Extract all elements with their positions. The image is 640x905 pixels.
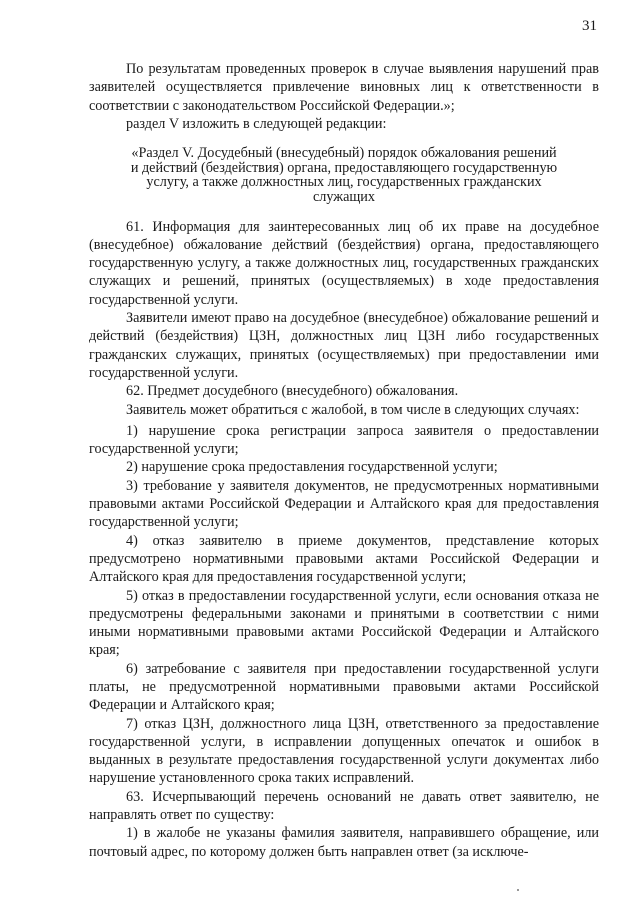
section-heading: «Раздел V. Досудебный (внесудебный) порядок обжалования решений и действий (бездействия) органа, предоставляющего государственную услугу, а также должностных лиц, государственных гражданских служащих (130, 145, 558, 205)
list-item: 1) в жалобе не указаны фамилия заявителя, направившего обращение, или почтовый адрес, по которому должен быть направлен ответ (за исключе- (89, 825, 599, 860)
page-number: 31 (582, 18, 597, 34)
scan-speck (517, 889, 519, 891)
intro-paragraph: По результатам проведенных проверок в случае выявления нарушений прав заявителей осуществляется привлечение виновных лиц к ответственности в соответствии с законодательством Российской Федерации.»; (89, 61, 599, 114)
list-item: 4) отказ заявителю в приеме документов, представление которых предусмотрено нормативными правовыми актами Российской Федерации и Алтайского края для предоставления государственной услуги; (89, 532, 599, 586)
list-item: 5) отказ в предоставлении государственной услуги, если основания отказа не предусмотрены федеральными законами и принятыми в соответствии с ними иными нормативными правовыми актами Российской Федерации и Алтайского края; (89, 587, 599, 659)
body-paragraph: 61. Информация для заинтересованных лиц об их праве на досудебное (внесудебное) обжалование действий (бездействия) органа, предоставляющего государственную услугу, а также должностных лиц, государственных гражданских служащих и решений, принятых (осуществляемых) в ходе предоставления государственной услуги. (89, 218, 599, 308)
list-item: 6) затребование с заявителя при предоставлении государственной услуги платы, не предусмотренной нормативными правовыми актами Российской Федерации и Алтайского края; (89, 660, 599, 714)
list-item: 3) требование у заявителя документов, не предусмотренных нормативными правовыми актами Российской Федерации и Алтайского края для предоставления государственной услуги; (89, 477, 599, 531)
list-item: 1) нарушение срока регистрации запроса заявителя о предоставлении государственной услуги; (89, 422, 599, 458)
intro-paragraph: раздел V изложить в следующей редакции: (126, 115, 387, 132)
list-item: 2) нарушение срока предоставления государственной услуги; (126, 459, 498, 476)
list-item: 7) отказ ЦЗН, должностного лица ЦЗН, ответственного за предоставление государственной услуги, в исправлении допущенных опечаток и ошибок в выданных в результате предоставления государственной услуги документах либо нарушение установленного срока таких исправлений. (89, 715, 599, 787)
body-paragraph: 62. Предмет досудебного (внесудебного) обжалования. (126, 383, 459, 400)
document-body (89, 60, 599, 861)
body-paragraph: 63. Исчерпывающий перечень оснований не давать ответ заявителю, не направлять ответ по существу: (89, 788, 599, 824)
body-paragraph: Заявитель может обратиться с жалобой, в том числе в следующих случаях: (126, 401, 580, 418)
body-paragraph: Заявители имеют право на досудебное (внесудебное) обжалование решений и действий (бездействия) ЦЗН, должностных лиц ЦЗН либо государственных гражданских служащих, принятых (осуществляемых) при предоставлении ими государственной услуги. (89, 310, 599, 381)
